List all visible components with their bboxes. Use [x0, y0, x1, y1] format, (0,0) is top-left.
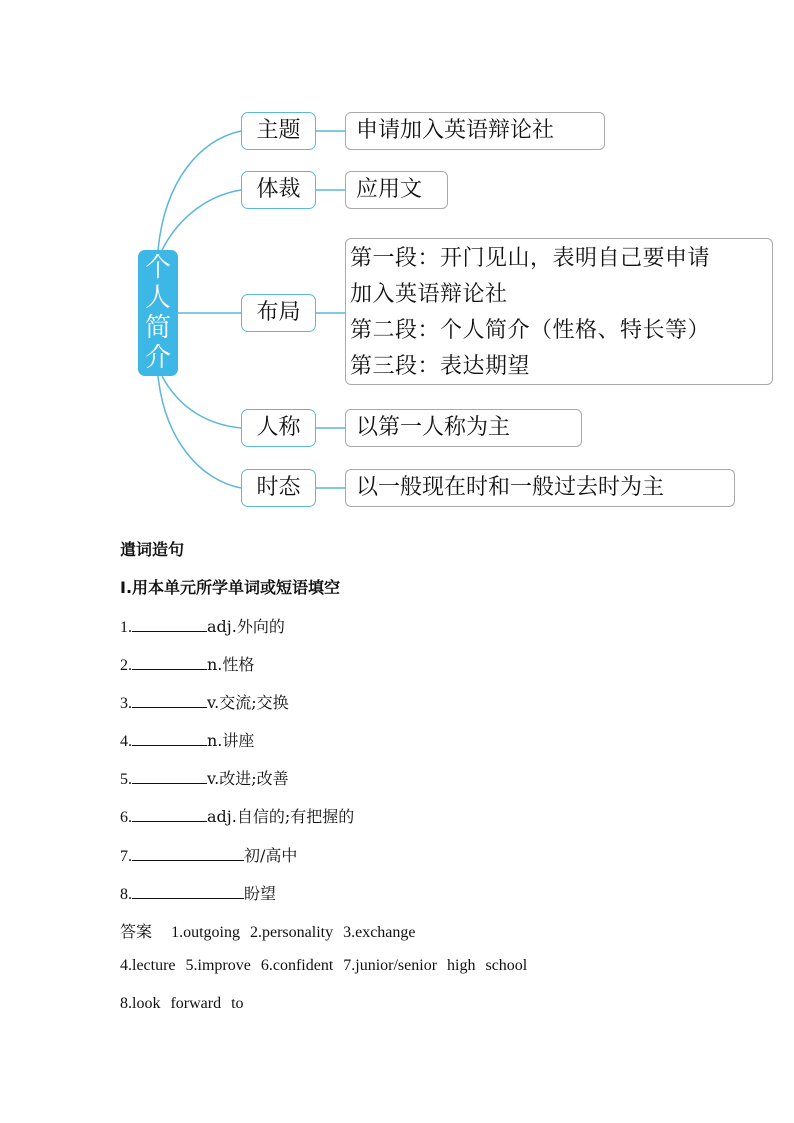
leaf-text: 应用文: [356, 177, 423, 202]
item-hint: n.性格: [207, 655, 255, 674]
leaf-tense: [345, 469, 735, 507]
branch-label: 主题: [256, 118, 301, 143]
leaf-line: 加入英语辩论社: [350, 282, 508, 307]
root-label: 个人简介: [144, 253, 171, 373]
item-hint: adj.外向的: [207, 617, 285, 636]
answer-line-1: [120, 919, 416, 942]
answer-blank[interactable]: [132, 807, 207, 822]
item-number: 6.: [120, 809, 132, 826]
fill-item-7: [120, 843, 297, 866]
branch-label: 体裁: [256, 177, 301, 202]
fill-item-3: [120, 690, 289, 713]
answer-line-2: 4.lecture 5.improve 6.confident 7.junior/senior high school: [120, 957, 528, 974]
leaf-layout: [345, 238, 773, 385]
item-hint: 盼望: [244, 884, 277, 903]
item-hint: 初/高中: [244, 846, 298, 865]
leaf-theme: [345, 112, 605, 150]
answer-blank[interactable]: [132, 693, 207, 708]
branch-label: 人称: [256, 415, 301, 440]
answer-blank[interactable]: [132, 884, 244, 899]
leaf-line: 第一段：开门见山，表明自己要申请: [350, 246, 711, 271]
connector-2: [162, 190, 241, 250]
leaf-line: 第三段：表达期望: [350, 354, 531, 379]
item-hint: v.交流;交换: [207, 693, 289, 712]
answer-blank[interactable]: [132, 617, 207, 632]
fill-item-2: [120, 652, 254, 675]
item-number: 1.: [120, 619, 132, 636]
leaf-genre: [345, 171, 448, 209]
connector-1: [158, 131, 241, 250]
item-number: 7.: [120, 848, 132, 865]
fill-item-8: [120, 881, 276, 904]
branch-genre: [241, 171, 316, 209]
leaf-text: 申请加入英语辩论社: [356, 118, 555, 143]
answer-label: 答案: [120, 922, 153, 941]
fill-item-5: [120, 766, 289, 789]
leaf-person: [345, 409, 582, 447]
item-hint: adj.自信的;有把握的: [207, 807, 355, 826]
item-number: 8.: [120, 886, 132, 903]
answer-blank[interactable]: [132, 731, 207, 746]
branch-label: 时态: [256, 475, 301, 500]
part-title: Ⅰ.用本单元所学单词或短语填空: [120, 578, 341, 597]
item-number: 5.: [120, 771, 132, 788]
item-hint: v.改进;改善: [207, 769, 289, 788]
leaf-text: 以一般现在时和一般过去时为主: [356, 475, 665, 500]
connector-5: [158, 376, 241, 488]
leaf-line: 第二段：个人简介（性格、特长等）: [350, 318, 711, 343]
item-number: 4.: [120, 733, 132, 750]
branch-tense: [241, 469, 316, 507]
fill-item-1: [120, 614, 285, 637]
section-title: 遣词造句: [120, 540, 185, 559]
answer-line-3: 8.look forward to: [120, 995, 244, 1012]
mind-map: [0, 0, 794, 530]
item-hint: n.讲座: [207, 731, 255, 750]
answer-blank[interactable]: [132, 655, 207, 670]
branch-theme: [241, 112, 316, 150]
answer-blank[interactable]: [132, 846, 244, 861]
branch-layout: [241, 294, 316, 332]
item-number: 2.: [120, 657, 132, 674]
leaf-text: 以第一人称为主: [356, 415, 511, 440]
answer-blank[interactable]: [132, 769, 207, 784]
branch-label: 布局: [256, 300, 301, 325]
connector-4: [162, 376, 241, 428]
answer-text: 1.outgoing 2.personality 3.exchange: [171, 924, 416, 941]
fill-item-6: [120, 804, 354, 827]
fill-item-4: [120, 728, 254, 751]
mind-map-root: [138, 250, 178, 376]
item-number: 3.: [120, 695, 132, 712]
branch-person: [241, 409, 316, 447]
